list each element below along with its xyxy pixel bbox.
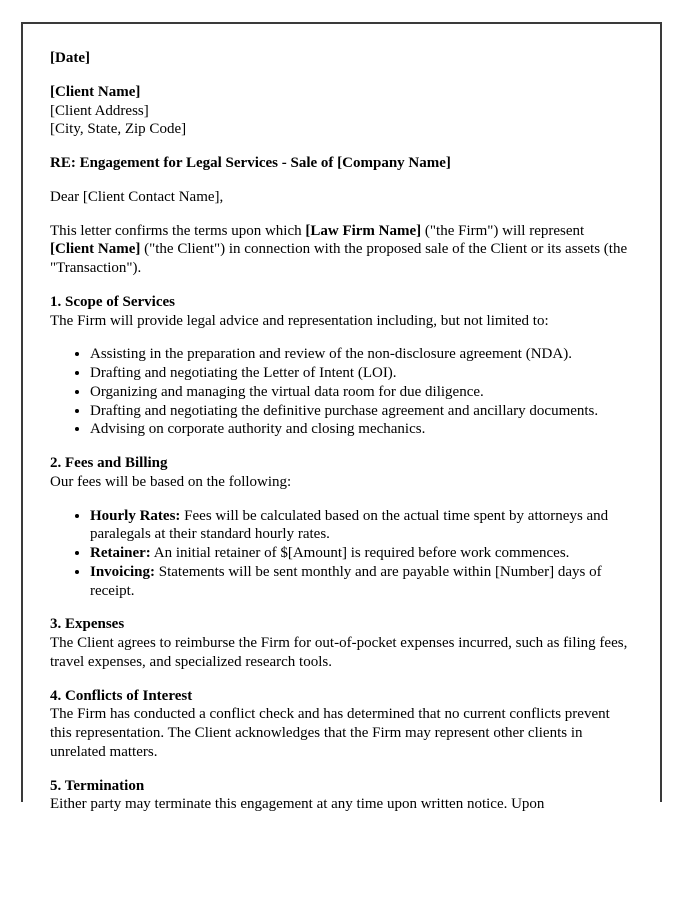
list-item: • Drafting and negotiating the Letter of Intent (LOI).	[90, 364, 630, 383]
section-expenses-paragraph	[50, 615, 630, 671]
law-firm-name-placeholder: [Law Firm Name]	[305, 222, 422, 239]
list-item	[90, 563, 630, 601]
list-item: • Drafting and negotiating the definitive purchase agreement and ancillary documents.	[90, 402, 630, 421]
section-conflicts-of-interest	[50, 687, 630, 762]
subject-line: RE: Engagement for Legal Services - Sale of [Company Name]	[50, 155, 451, 171]
scope-bullet-list	[50, 345, 630, 439]
fee-item-label: Invoicing:	[90, 563, 156, 580]
section-fees-body: Our fees will be based on the following:	[50, 473, 292, 490]
section-conflicts-heading: 4. Conflicts of Interest	[50, 687, 193, 704]
date-line: [Date]	[50, 50, 90, 66]
salutation: Dear [Client Contact Name],	[50, 188, 224, 205]
section-scope-header-paragraph	[50, 293, 630, 331]
recipient-name: [Client Name]	[50, 83, 141, 100]
intro-text: ("the Firm") will represent	[421, 222, 585, 239]
recipient-address: [Client Address]	[50, 102, 149, 119]
recipient-address-block	[50, 83, 630, 139]
recipient-city-state-zip: [City, State, Zip Code]	[50, 121, 187, 138]
list-item	[90, 507, 630, 545]
fee-item-label: Retainer:	[90, 545, 151, 561]
section-expenses	[50, 615, 630, 671]
section-termination-body: Either party may terminate this engagement at any time upon written notice. Upon	[50, 796, 545, 813]
section-conflicts-body: The Firm has conducted a conflict check and has determined that no current conflicts prevent this representation. The Client acknowledges that the Firm may represent other clients in unrelated matters.	[50, 706, 610, 760]
fee-item-text: An initial retainer of $[Amount] is required before work commences.	[150, 545, 570, 561]
fee-item-text: Statements will be sent monthly and are payable within [Number] days of receipt.	[90, 563, 602, 599]
intro-paragraph	[50, 222, 630, 278]
section-scope-of-services	[50, 293, 630, 439]
list-item: • Assisting in the preparation and review of the non-disclosure agreement (NDA).	[90, 345, 630, 364]
section-termination	[50, 777, 630, 815]
section-termination-paragraph	[50, 777, 630, 815]
list-item	[90, 544, 630, 563]
section-scope-heading: 1. Scope of Services	[50, 293, 175, 310]
section-expenses-heading: 3. Expenses	[50, 616, 125, 633]
section-fees-header-paragraph	[50, 454, 630, 492]
intro-text: ("the Client") in connection with the proposed sale of the Client or its assets (the "Transaction").	[50, 241, 628, 276]
section-termination-heading: 5. Termination	[50, 777, 145, 794]
intro-text: This letter confirms the terms upon which	[50, 222, 306, 239]
letter-container	[21, 22, 662, 813]
client-name-placeholder: [Client Name]	[50, 241, 141, 258]
section-fees-heading: 2. Fees and Billing	[50, 455, 168, 471]
section-conflicts-paragraph	[50, 687, 630, 762]
section-expenses-body: The Client agrees to reimburse the Firm for out-of-pocket expenses incurred, such as filing fees, travel expenses, and specialized research tools.	[50, 635, 628, 670]
fee-item-text: Fees will be calculated based on the actual time spent by attorneys and paralegals at their standard hourly rates.	[90, 507, 609, 543]
fees-bullet-list	[50, 507, 630, 601]
section-fees-and-billing	[50, 454, 630, 600]
fee-item-label: Hourly Rates:	[90, 507, 181, 524]
section-scope-body: The Firm will provide legal advice and representation including, but not limited to:	[50, 312, 549, 329]
list-item: • Advising on corporate authority and closing mechanics.	[90, 420, 630, 439]
list-item: • Organizing and managing the virtual data room for due diligence.	[90, 383, 630, 402]
